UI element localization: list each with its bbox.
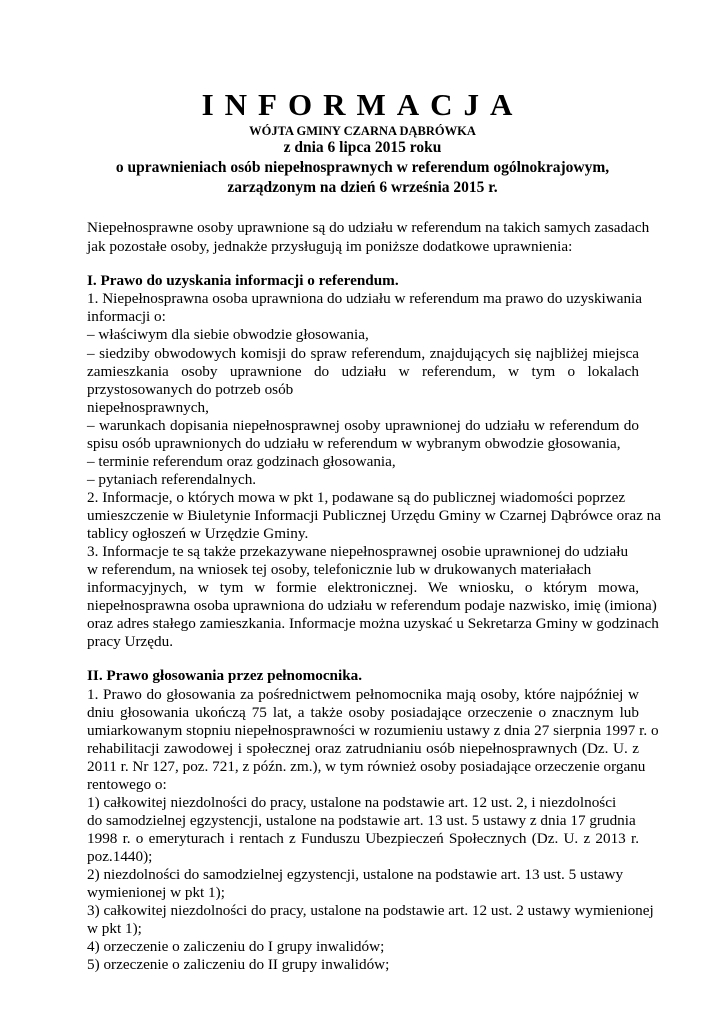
body-line: w pkt 1); (87, 920, 142, 937)
body-line: – pytaniach referendalnych. (87, 471, 257, 488)
intro-line: jak pozostałe osoby, jednakże przysługują im poniższe dodatkowe uprawnienia: (87, 238, 573, 255)
body-line: informacji o: (87, 308, 166, 325)
body-line: spisu osób uprawnionych do udziału w referendum w wybranym obwodzie głosowania, (87, 435, 621, 452)
body-line: niepełnosprawna osoba uprawniona do udziału w referendum podaje nazwisko, imię (imiona) (87, 597, 657, 614)
body-line: 2011 r. Nr 127, poz. 721, z późn. zm.), w tym również osoby posiadające orzeczenie organu (87, 758, 646, 775)
body-line: 1. Niepełnosprawna osoba uprawniona do udziału w referendum ma prawo do uzyskiwania (87, 290, 643, 307)
body-line: – terminie referendum oraz godzinach głosowania, (87, 453, 396, 470)
body-line: oraz adres stałego zamieszkania. Informacje można uzyskać u Sekretarza Gminy w godzinach (87, 615, 659, 632)
body-line: rentowego o: (87, 776, 167, 793)
body-line: rehabilitacji zawodowej i społecznej oraz zatrudnianiu osób niepełnosprawnych (Dz. U. z (87, 740, 639, 757)
body-line: 1998 r. o emeryturach i rentach z Funduszu Ubezpieczeń Społecznych (Dz. U. z 2013 r. (87, 830, 639, 847)
body-line: informacyjnych, w tym w formie elektronicznej. We wniosku, o którym mowa, (87, 579, 639, 596)
body-line: wymienionej w pkt 1); (87, 884, 225, 901)
body-line: dniu głosowania ukończą 75 lat, a także osoby posiadające orzeczenie o znacznym lub (87, 704, 639, 721)
body-line: 2. Informacje, o których mowa w pkt 1, podawane są do publicznej wiadomości poprzez (87, 489, 626, 506)
body-line: pracy Urzędu. (87, 633, 174, 650)
body-line: 5) orzeczenie o zaliczeniu do II grupy inwalidów; (87, 956, 390, 973)
body-line: 3. Informacje te są także przekazywane niepełnosprawnej osobie uprawnionej do udziału (87, 543, 629, 560)
body-line: 2) niezdolności do samodzielnej egzystencji, ustalone na podstawie art. 13 ust. 5 ustawy (87, 866, 624, 883)
body-line: 4) orzeczenie o zaliczeniu do I grupy inwalidów; (87, 938, 385, 955)
body-line: umiarkowanym stopniu niepełnosprawności w rozumieniu ustawy z dnia 27 sierpnia 1997 r. o (87, 722, 659, 739)
body-line: niepełnosprawnych, (87, 399, 209, 416)
document-title: INFORMACJA (201, 87, 524, 122)
subject-line-2: zarządzonym na dzień 6 września 2015 r. (227, 179, 498, 196)
body-line: 1. Prawo do głosowania za pośrednictwem pełnomocnika mają osoby, które najpóźniej w (87, 686, 639, 703)
body-line: przystosowanych do potrzeb osób (87, 381, 294, 398)
body-line: 3) całkowitej niezdolności do pracy, ustalone na podstawie art. 12 ust. 2 ustawy wymienionej (87, 902, 654, 919)
section-heading-1: I. Prawo do uzyskania informacji o referendum. (87, 272, 399, 289)
body-line: w referendum, na wniosek tej osoby, telefonicznie lub w drukowanych materiałach (87, 561, 592, 578)
issuer-line: WÓJTA GMINY CZARNA DĄBRÓWKA (249, 124, 476, 138)
body-line: 1) całkowitej niezdolności do pracy, ustalone na podstawie art. 12 ust. 2, i niezdolności (87, 794, 617, 811)
body-line: – siedziby obwodowych komisji do spraw referendum, znajdujących się najbliżej miejsca (87, 345, 639, 362)
subject-line-1: o uprawnieniach osób niepełnosprawnych w referendum ogólnokrajowym, (115, 159, 610, 176)
body-line: poz.1440); (87, 848, 153, 865)
body-line: tablicy ogłoszeń w Urzędzie Gminy. (87, 525, 309, 542)
body-line: umieszczenie w Biuletynie Informacji Publicznej Urzędu Gminy w Czarnej Dąbrówce oraz na (87, 507, 661, 524)
body-line: – warunkach dopisania niepełnosprawnej osoby uprawnionej do udziału w referendum do (87, 417, 639, 434)
body-line: do samodzielnej egzystencji, ustalone na podstawie art. 13 ust. 5 ustawy z dnia 17 grudnia (87, 812, 636, 829)
body-line: zamieszkania osoby uprawnione do udziału w referendum, w tym o lokalach (87, 363, 639, 380)
date-line: z dnia 6 lipca 2015 roku (283, 139, 442, 156)
intro-line: Niepełnosprawne osoby uprawnione są do udziału w referendum na takich samych zasadach (87, 219, 650, 236)
section-heading-2: II. Prawo głosowania przez pełnomocnika. (87, 667, 363, 684)
body-line: – właściwym dla siebie obwodzie głosowania, (87, 326, 369, 343)
